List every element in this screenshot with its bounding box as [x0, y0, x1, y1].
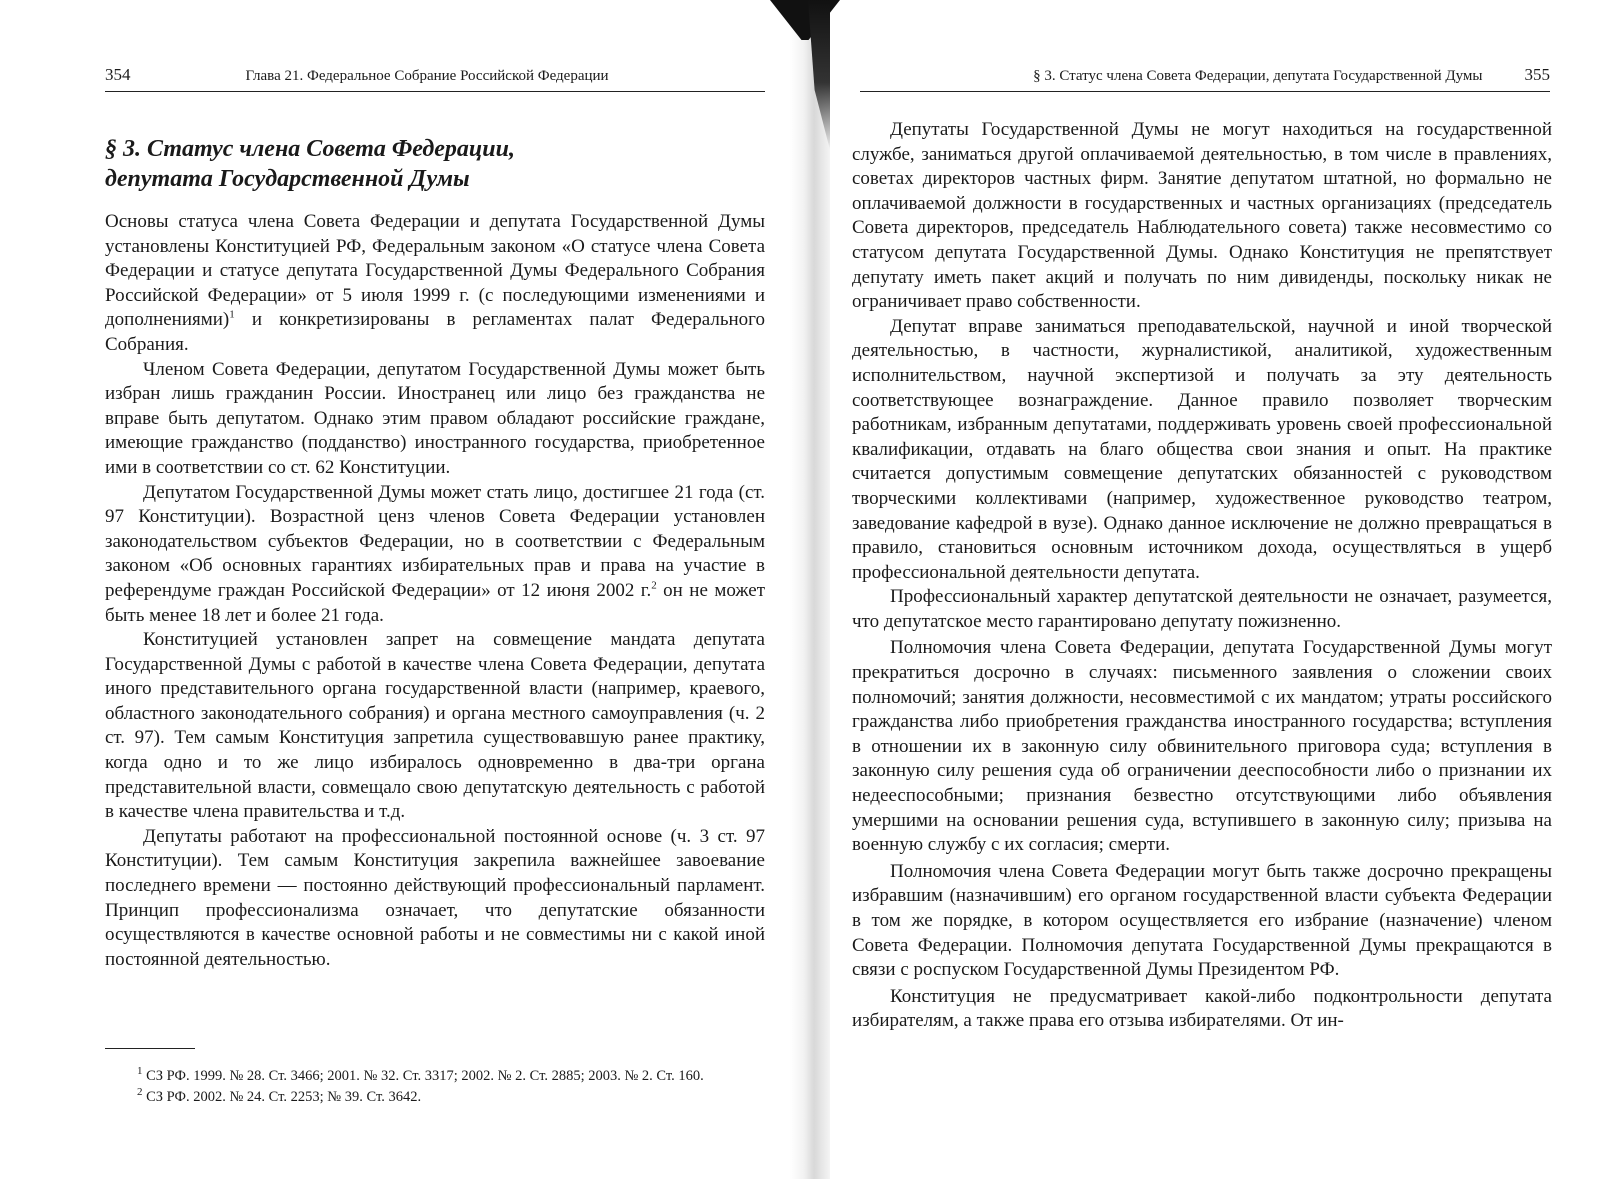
right-page	[830, 0, 1600, 1179]
right-paragraph-4: Полномочия члена Совета Федерации, депутата Государственной Думы могут прекратиться досрочно в случаях: письменного заявления о сложении своих полномочий; занятия должности, несовместимой с их мандатом; утраты российского гражданства либо приобретения гражданства иностранного государства; вступления в отношении их в законную силу обвинительного приговора суда; вступления в законную силу решения суда об ограничении дееспособности либо о признании их недееспособными; признания безвестно отсутствующими либо объявления умершими на основании решения суда, вступившего в законную силу; призыва на военную службу с их согласия; смерти.	[852, 637, 1552, 856]
left-paragraph-3-text-end: он не может быть менее 18 лет и более 21 года.	[105, 579, 766, 626]
footnote-2-mark: 2	[137, 1086, 143, 1099]
footnote-divider	[105, 1048, 195, 1049]
right-body-text	[852, 118, 1552, 1034]
right-paragraph-2: Депутат вправе заниматься преподавательской, научной и иной творческой деятельностью, в частности, журналистикой, аналитикой, художественным исполнительством, научной экспертизой и получать за эту деятельность соответствующее вознаграждение. Данное правило позволяет творческим работникам, избранным депутатами, поддерживать уровень своей профессиональной квалификации, отдавать на благо общества свои знания и опыт. На практике считается допустимым совмещение депутатских обязанностей с руководством творческими коллективами (например, художественное руководство театром, заведование кафедрой в вузе). Однако данное исключение не должно превращаться в правило, становиться основным источником дохода, осуществляться в ущерб профессиональной деятельности депутата.	[852, 315, 1552, 583]
section-title-line-1: § 3. Статус члена Совета Федерации,	[105, 136, 515, 162]
left-paragraph-1-text-end: и конкретизированы в регламентах палат Федерального Собрания.	[105, 309, 765, 355]
book-gutter	[790, 0, 830, 1179]
left-paragraph-2: Членом Совета Федерации, депутатом Государственной Думы может быть избран лишь гражданин России. Иностранец или лицо без гражданства не вправе быть депутатом. Однако этим правом обладают российские граждане, имеющие гражданство (подданство) иностранного государства, приобретенное ими в соответствии со ст. 62 Конституции.	[105, 358, 765, 478]
footnote-ref-2: 2	[651, 579, 657, 592]
footnote-1	[105, 1066, 765, 1087]
left-running-header	[105, 62, 765, 92]
right-page-number: 355	[1524, 65, 1550, 84]
right-running-head-text: § 3. Статус члена Совета Федерации, депутата Государственной Думы	[1033, 68, 1483, 84]
section-title-line-2: депутата Государственной Думы	[105, 166, 470, 192]
left-paragraph-4: Конституцией установлен запрет на совмещение мандата депутата Государственной Думы с работой в качестве члена Совета Федерации, депутата иного представительного органа государственной власти (например, краевого, областного законодательного собрания) и органа местного самоуправления (ч. 2 ст. 97). Тем самым Конституция запретила существовавшую ранее практику, когда одно и то же лицо избиралось одновременно в два-три органа представительной власти, совмещало свою депутатскую деятельность с работой в качестве члена правительства и т.д.	[105, 629, 765, 823]
right-paragraph-6: Конституция не предусматривает какой-либо подконтрольности депутата избирателям, а также права его отзыва избирателями. От ин-	[852, 985, 1552, 1032]
footnote-2	[105, 1087, 765, 1108]
left-body-text	[105, 210, 765, 972]
footnote-1-text: СЗ РФ. 1999. № 28. Ст. 3466; 2001. № 32. Ст. 3317; 2002. № 2. Ст. 2885; 2003. № 2. Ст. 160.	[146, 1068, 704, 1084]
right-running-header	[860, 62, 1550, 92]
right-paragraph-5: Полномочия члена Совета Федерации могут быть также досрочно прекращены избравшим (назначившим) его органом государственной власти субъекта Федерации в том же порядке, в котором осуществляется его избрание (назначение) членом Совета Федерации. Полномочия депутата Государственной Думы прекращаются в связи с роспуском Государственной Думы Президентом РФ.	[852, 860, 1552, 981]
footnote-1-mark: 1	[137, 1065, 143, 1078]
left-paragraph-3	[105, 481, 765, 629]
right-paragraph-3: Профессиональный характер депутатской деятельности не означает, разумеется, что депутатское место гарантировано депутату пожизненно.	[852, 586, 1552, 632]
left-paragraph-5: Депутаты работают на профессиональной постоянной основе (ч. 3 ст. 97 Конституции). Тем самым Конституция закрепила важнейшее завоевание последнего времени — постоянно действующий профессиональный парламент. Принцип профессионализма означает, что депутатские обязанности осуществляются в качестве основной работы и не совместимы ни с какой иной постоянной деятельностью.	[105, 825, 765, 970]
footnote-ref-1: 1	[229, 309, 235, 322]
left-paragraph-1	[105, 210, 765, 358]
section-title	[105, 134, 765, 194]
left-page-number: 354	[105, 65, 131, 84]
left-page	[0, 0, 790, 1179]
left-paragraph-1-text: Основы статуса члена Совета Федерации и депутата Государственной Думы установлены Конституцией РФ, Федеральным законом «О статусе члена Совета Федерации и статусе депутата Государственной Думы Федерального Собрания Российской Федерации» от 5 июля 1999 г. (с последующими изменениями и дополнениями)	[105, 211, 765, 331]
left-running-head-text: Глава 21. Федеральное Собрание Российской Федерации	[245, 68, 609, 84]
left-paragraph-3-text: Депутатом Государственной Думы может стать лицо, достигшее 21 года (ст. 97 Конституции). Возрастной ценз членов Совета Федерации установлен законодательством субъектов Федерации, но в соответствии с Федеральным законом «Об основных гарантиях избирательных прав и права на участие в референдуме граждан Российской Федерации» от 12 июня 2002 г.	[105, 481, 765, 601]
footnotes	[105, 1066, 765, 1108]
footnote-2-text: СЗ РФ. 2002. № 24. Ст. 2253; № 39. Ст. 3642.	[146, 1089, 422, 1105]
right-paragraph-1: Депутаты Государственной Думы не могут находиться на государственной службе, заниматься другой оплачиваемой деятельностью, в том числе в правлениях, советах директоров частных фирм. Занятие депутатом штатной, но формально не оплачиваемой должности в государственных и частных организациях (председатель Совета директоров, председатель Наблюдательного совета) также несовместимо со статусом депутата Государственной Думы. Однако Конституция не препятствует депутату иметь пакет акций и получать по ним дивиденды, поскольку никак не ограничивает право собственности.	[852, 119, 1552, 313]
